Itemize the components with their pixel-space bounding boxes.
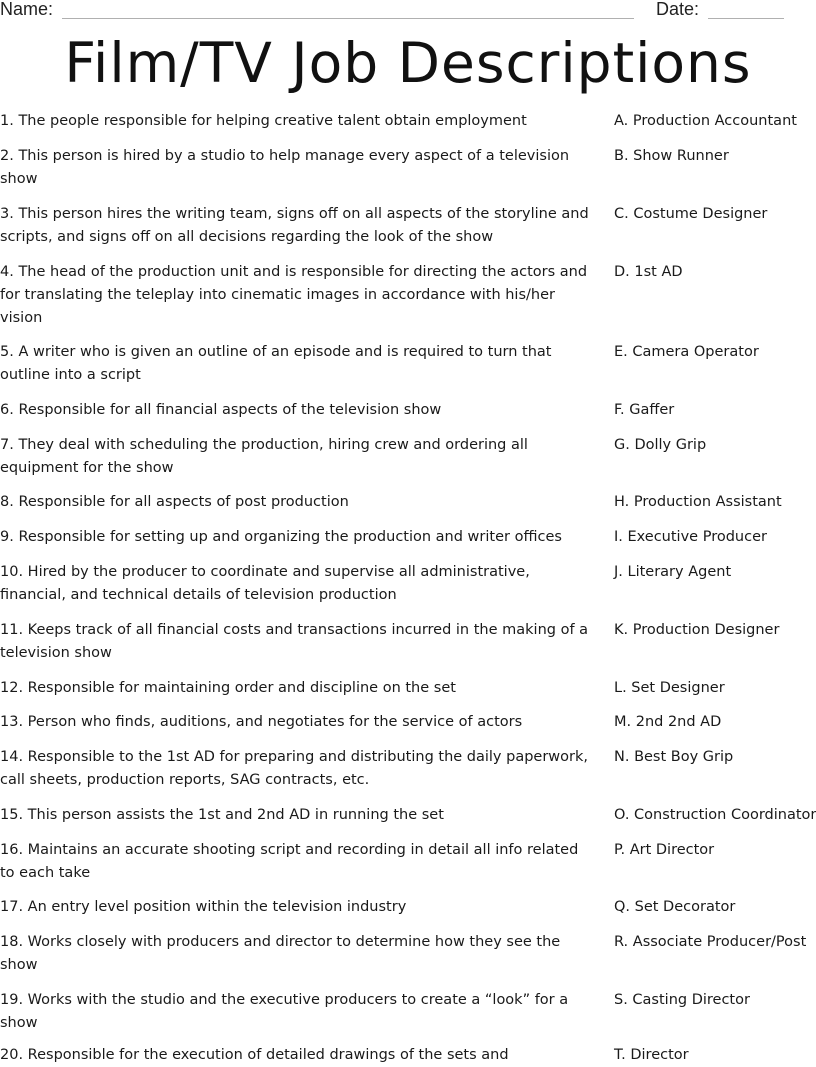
question-9: 9. Responsible for setting up and organizing the production and writer offices [0,529,562,545]
answer-c: C. Costume Designer [614,206,768,222]
answer-r: R. Associate Producer/Post [614,934,807,950]
question-5: 5. A writer who is given an outline of an episode and is required to turn that outline into a script [0,344,552,383]
name-field-line[interactable] [62,18,634,19]
question-19: 19. Works with the studio and the executive producers to create a “look” for a show [0,992,569,1031]
answer-q: Q. Set Decorator [614,899,736,915]
question-20: 20. Responsible for the execution of detailed drawings of the sets and [0,1047,509,1063]
answer-h: H. Production Assistant [614,494,782,510]
answer-l: L. Set Designer [614,680,725,696]
question-8: 8. Responsible for all aspects of post production [0,494,349,510]
question-13: 13. Person who finds, auditions, and negotiates for the service of actors [0,714,523,730]
worksheet-title: Film/TV Job Descriptions [64,31,752,95]
question-7: 7. They deal with scheduling the production, hiring crew and ordering all equipment for the show [0,437,528,476]
question-15: 15. This person assists the 1st and 2nd AD in running the set [0,807,444,823]
answer-s: S. Casting Director [614,992,750,1008]
question-18: 18. Works closely with producers and director to determine how they see the show [0,934,561,973]
question-11: 11. Keeps track of all financial costs and transactions incurred in the making of a television show [0,622,589,661]
question-10: 10. Hired by the producer to coordinate and supervise all administrative, financial, and technical details of television production [0,564,530,603]
question-12: 12. Responsible for maintaining order and discipline on the set [0,680,456,696]
answer-f: F. Gaffer [614,402,675,418]
answer-n: N. Best Boy Grip [614,749,734,765]
answer-d: D. 1st AD [614,264,683,280]
question-6: 6. Responsible for all financial aspects of the television show [0,402,442,418]
answer-p: P. Art Director [614,842,715,858]
answer-j: J. Literary Agent [614,564,732,580]
name-label: Name: [0,0,54,19]
question-4: 4. The head of the production unit and is responsible for directing the actors and for translating the teleplay into cinematic images in accordance with his/her vision [0,264,588,326]
question-1: 1. The people responsible for helping creative talent obtain employment [0,113,527,129]
answer-b: B. Show Runner [614,148,729,164]
answer-k: K. Production Designer [614,622,780,638]
answer-i: I. Executive Producer [614,529,767,545]
date-field-line[interactable] [708,18,784,19]
question-3: 3. This person hires the writing team, signs off on all aspects of the storyline and scripts, and signs off on all decisions regarding the look of the show [0,206,589,245]
answer-e: E. Camera Operator [614,344,759,360]
worksheet-header [0,0,816,22]
date-label: Date: [656,0,700,19]
answer-a: A. Production Accountant [614,113,797,129]
question-2: 2. This person is hired by a studio to help manage every aspect of a television show [0,148,570,187]
answer-g: G. Dolly Grip [614,437,707,453]
answer-m: M. 2nd 2nd AD [614,714,722,730]
question-14: 14. Responsible to the 1st AD for preparing and distributing the daily paperwork, call sheets, production reports, SAG contracts, etc. [0,749,588,788]
answer-t: T. Director [614,1047,689,1063]
question-17: 17. An entry level position within the television industry [0,899,407,915]
answer-o: O. Construction Coordinator [614,807,816,823]
question-16: 16. Maintains an accurate shooting script and recording in detail all info related to each take [0,842,579,881]
